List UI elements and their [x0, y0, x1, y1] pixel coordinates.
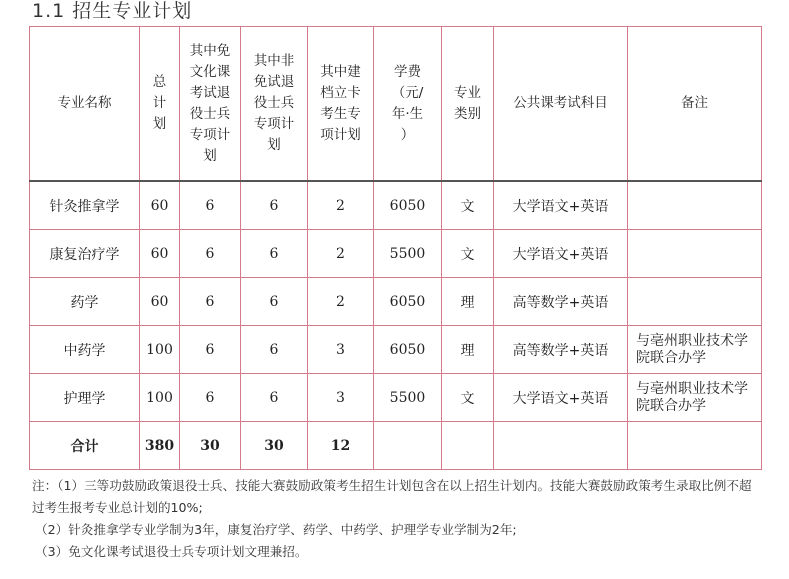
column-header: 学费 （元/ 年·生 ）: [374, 27, 442, 182]
column-header: 专业名称: [30, 27, 140, 182]
cell-name: 康复治疗学: [30, 230, 140, 278]
cell-poverty: 3: [308, 374, 374, 422]
cell-fee: 6050: [374, 326, 442, 374]
cell-subjects: 高等数学+英语: [494, 326, 628, 374]
cell-nonexempt: 6: [241, 278, 308, 326]
cell-subjects: 大学语文+英语: [494, 181, 628, 230]
total-cell-total: 380: [140, 422, 180, 470]
cell-fee: 5500: [374, 230, 442, 278]
cell-remark: [628, 230, 762, 278]
table-row: [30, 374, 762, 422]
cell-name: 针灸推拿学: [30, 181, 140, 230]
cell-total: 60: [140, 230, 180, 278]
cell-remark: [628, 181, 762, 230]
cell-fee: 5500: [374, 374, 442, 422]
cell-poverty: 2: [308, 278, 374, 326]
column-header: 其中非 免试退 役士兵 专项计 划: [241, 27, 308, 182]
cell-subjects: 大学语文+英语: [494, 374, 628, 422]
cell-fee: 6050: [374, 181, 442, 230]
column-header: 备注: [628, 27, 762, 182]
total-cell-exempt: 30: [180, 422, 241, 470]
cell-total: 60: [140, 278, 180, 326]
cell-poverty: 2: [308, 181, 374, 230]
total-cell-nonexempt: 30: [241, 422, 308, 470]
enrollment-plan-table: [29, 26, 762, 470]
cell-poverty: 2: [308, 230, 374, 278]
total-cell-fee: [374, 422, 442, 470]
total-cell-subjects: [494, 422, 628, 470]
cell-category: 理: [442, 278, 494, 326]
column-header: 总 计 划: [140, 27, 180, 182]
column-header: 其中建 档立卡 考生专 项计划: [308, 27, 374, 182]
cell-total: 100: [140, 374, 180, 422]
cell-exempt: 6: [180, 326, 241, 374]
total-cell-poverty: 12: [308, 422, 374, 470]
note-3: （3）免文化课考试退役士兵专项计划文理兼招。: [35, 544, 308, 559]
cell-total: 60: [140, 181, 180, 230]
total-cell-remark: [628, 422, 762, 470]
header-row: [30, 27, 762, 182]
notes-section: [32, 475, 760, 563]
cell-remark: 与亳州职业技术学院联合办学: [628, 374, 762, 422]
cell-name: 药学: [30, 278, 140, 326]
cell-category: 文: [442, 230, 494, 278]
cell-name: 中药学: [30, 326, 140, 374]
cell-nonexempt: 6: [241, 374, 308, 422]
cell-exempt: 6: [180, 230, 241, 278]
cell-subjects: 高等数学+英语: [494, 278, 628, 326]
total-cell-category: [442, 422, 494, 470]
cell-fee: 6050: [374, 278, 442, 326]
cell-subjects: 大学语文+英语: [494, 230, 628, 278]
cell-exempt: 6: [180, 278, 241, 326]
cell-category: 文: [442, 374, 494, 422]
table-row: [30, 326, 762, 374]
column-header: 其中免 文化课 考试退 役士兵 专项计 划: [180, 27, 241, 182]
total-row: [30, 422, 762, 470]
cell-exempt: 6: [180, 374, 241, 422]
note-1: 注：（1）三等功鼓励政策退役士兵、技能大赛鼓励政策考生招生计划包含在以上招生计划内。技能大赛鼓励政策考生录取比例不超过考生报考专业总计划的10%;: [32, 478, 752, 515]
table-row: [30, 230, 762, 278]
table-row: [30, 181, 762, 230]
cell-nonexempt: 6: [241, 181, 308, 230]
cell-remark: [628, 278, 762, 326]
cell-category: 文: [442, 181, 494, 230]
table-row: [30, 278, 762, 326]
cell-exempt: 6: [180, 181, 241, 230]
column-header: 专业 类别: [442, 27, 494, 182]
cell-name: 护理学: [30, 374, 140, 422]
note-2: （2）针灸推拿学专业学制为3年，康复治疗学、药学、中药学、护理学专业学制为2年;: [35, 522, 517, 537]
cell-remark: 与亳州职业技术学院联合办学: [628, 326, 762, 374]
cell-nonexempt: 6: [241, 230, 308, 278]
cell-total: 100: [140, 326, 180, 374]
page-title: 1.1 招生专业计划: [32, 0, 193, 22]
cell-category: 理: [442, 326, 494, 374]
cell-poverty: 3: [308, 326, 374, 374]
column-header: 公共课考试科目: [494, 27, 628, 182]
cell-nonexempt: 6: [241, 326, 308, 374]
total-cell-name: 合计: [30, 422, 140, 470]
